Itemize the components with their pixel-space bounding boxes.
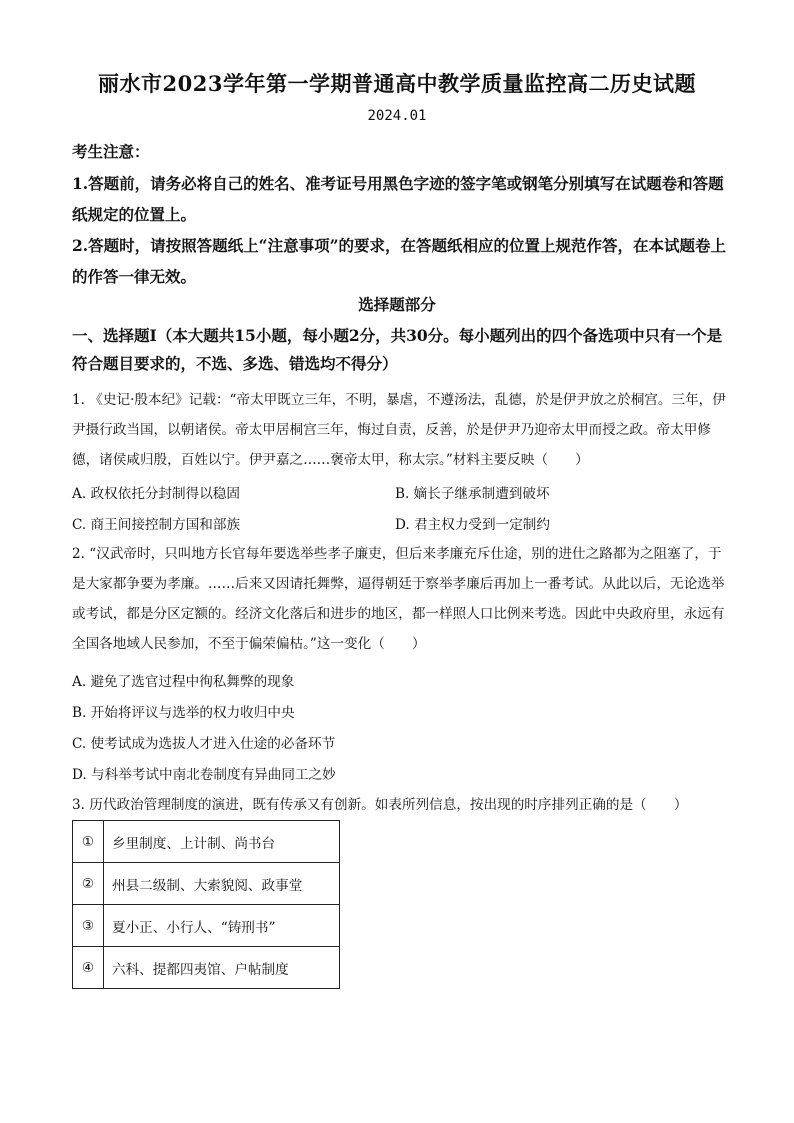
question-1-stem: 1. 《史记·殷本纪》记载：“帝太甲既立三年，不明，暴虐，不遵汤法，乱德，於是伊尹放之於桐宫。三年，伊尹摄行政当国，以朝诸侯。帝太甲居桐宫三年，悔过自责，反善，於是伊尹乃迎帝太甲而授之政。帝太甲修德，诸侯咸归殷，百姓以宁。伊尹嘉之……褒帝太甲，称太宗。”材料主要反映（ ） [72, 392, 726, 468]
question-2-option-b: B. 开始将评议与选举的权力收归中央 [72, 705, 295, 721]
question-1-option-c: C. 商王间接控制方国和部族 [72, 517, 241, 533]
notice-item: 2.答题时，请按照答题纸上“注意事项”的要求，在答题纸相应的位置上规范作答，在本试题卷上的作答一律无效。 [72, 236, 727, 286]
question-2-stem: 2. “汉武帝时，只叫地方长官每年要选举些孝子廉吏，但后来孝廉充斥仕途，别的进仕之路都为之阻塞了，于是大家都争要为孝廉。……后来又因请托舞弊，逼得朝廷于察举孝廉后再加上一番考试。从此以后，无论选举或考试，都是分区定额的。经济文化落后和进步的地区，都一样照人口比例来考选。因此中央政府里，永远有全国各地域人民参加，不至于偏荣偏枯。”这一变化（ ） [72, 546, 725, 652]
table-cell-text: 乡里制度、上计制、尚书台 [104, 821, 340, 863]
question-3-table [72, 820, 340, 989]
question-3-stem: 3. 历代政治管理制度的演进，既有传承又有创新。如表所列信息，按出现的时序排列正确的是（ ） [72, 797, 688, 813]
table-cell-number: ③ [73, 905, 104, 947]
question-2-option-c: C. 使考试成为选拔人才进入仕途的必备环节 [72, 736, 336, 752]
section-title: 选择题部分 [358, 295, 436, 314]
notice-heading: 考生注意： [72, 142, 150, 161]
table-cell-text: 六科、提都四夷馆、户帖制度 [104, 947, 340, 989]
table-row [73, 821, 340, 863]
table-row [73, 947, 340, 989]
table-cell-text: 夏小正、小行人、“铸刑书” [104, 905, 340, 947]
question-2-option-d: D. 与科举考试中南北卷制度有异曲同工之妙 [72, 767, 336, 783]
table-cell-number: ④ [73, 947, 104, 989]
question-1-option-a: A. 政权依托分封制得以稳固 [72, 486, 240, 502]
table-cell-number: ① [73, 821, 104, 863]
exam-title: 丽水市2023学年第一学期普通高中教学质量监控高二历史试题 [98, 71, 696, 96]
question-2-option-a: A. 避免了选官过程中徇私舞弊的现象 [72, 674, 295, 690]
table-row [73, 905, 340, 947]
exam-date: 2024.01 [367, 108, 427, 124]
notice-item: 1.答题前，请务必将自己的姓名、准考证号用黑色字迹的签字笔或钢笔分别填写在试题卷和答题纸规定的位置上。 [72, 174, 724, 224]
question-1-option-d: D. 君主权力受到一定制约 [395, 517, 550, 533]
notice-list [72, 168, 732, 292]
part-one-heading: 一、选择题Ⅰ（本大题共15小题，每小题2分，共30分。每小题列出的四个备选项中只有一个是符合题目要求的，不选、多选、错选均不得分） [72, 326, 723, 373]
table-cell-number: ② [73, 863, 104, 905]
question-1-option-b: B. 嫡长子继承制遭到破坏 [395, 486, 550, 502]
table-row [73, 863, 340, 905]
table-cell-text: 州县二级制、大索貌阅、政事堂 [104, 863, 340, 905]
